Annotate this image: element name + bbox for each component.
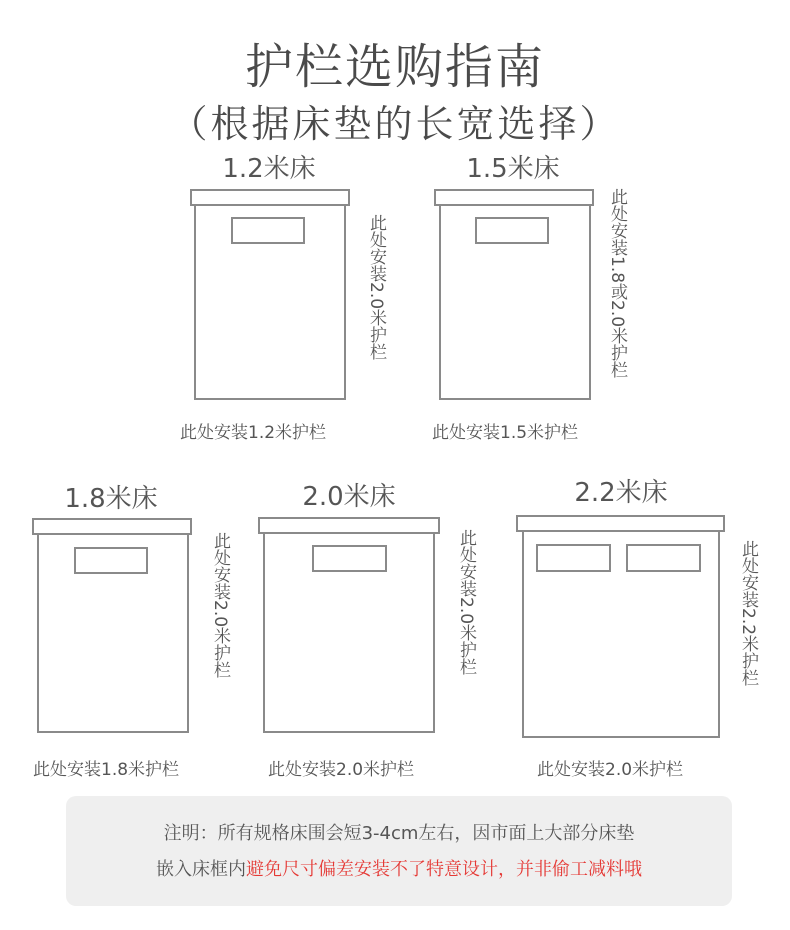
- foot-rail-label: 此处安装2.0米护栏: [537, 760, 684, 780]
- foot-rail-label: 此处安装1.8米护栏: [33, 760, 180, 780]
- side-rail-label: 此处安装2.0米护栏: [210, 532, 230, 679]
- bed-pillow: [74, 547, 148, 574]
- bed-title: 1.5米床: [466, 154, 560, 184]
- bed-pillow-left: [536, 544, 611, 572]
- side-rail-label: 此处安装1.8或2.0米护栏: [607, 188, 627, 379]
- note-line-1: 注明：所有规格床围会短3-4cm左右，因市面上大部分床垫: [163, 823, 635, 844]
- foot-rail-label: 此处安装1.5米护栏: [432, 423, 579, 443]
- note-box: [66, 796, 732, 906]
- note-line-2: [66, 855, 732, 881]
- side-rail-label: 此处安装2.2米护栏: [738, 540, 758, 687]
- bed-pillow-right: [626, 544, 701, 572]
- bed-title: 2.2米床: [574, 478, 668, 508]
- page-subtitle: （根据床垫的长宽选择）: [169, 102, 621, 146]
- bed-title: 2.0米床: [302, 482, 396, 512]
- foot-rail-label: 此处安装2.0米护栏: [268, 760, 415, 780]
- bed-pillow: [475, 217, 549, 244]
- bed-pillow: [312, 545, 387, 572]
- page-title: 护栏选购指南: [244, 39, 545, 95]
- side-rail-label: 此处安装2.0米护栏: [456, 529, 476, 676]
- note-highlight: 避免尺寸偏差安装不了特意设计，并非偷工减料哦: [246, 859, 642, 880]
- bed-pillow: [231, 217, 305, 244]
- bed-title: 1.8米床: [64, 484, 158, 514]
- note-line-2-plain: 嵌入床框内: [156, 859, 246, 880]
- foot-rail-label: 此处安装1.2米护栏: [180, 423, 327, 443]
- side-rail-label: 此处安装2.0米护栏: [366, 214, 386, 361]
- bed-title: 1.2米床: [222, 154, 316, 184]
